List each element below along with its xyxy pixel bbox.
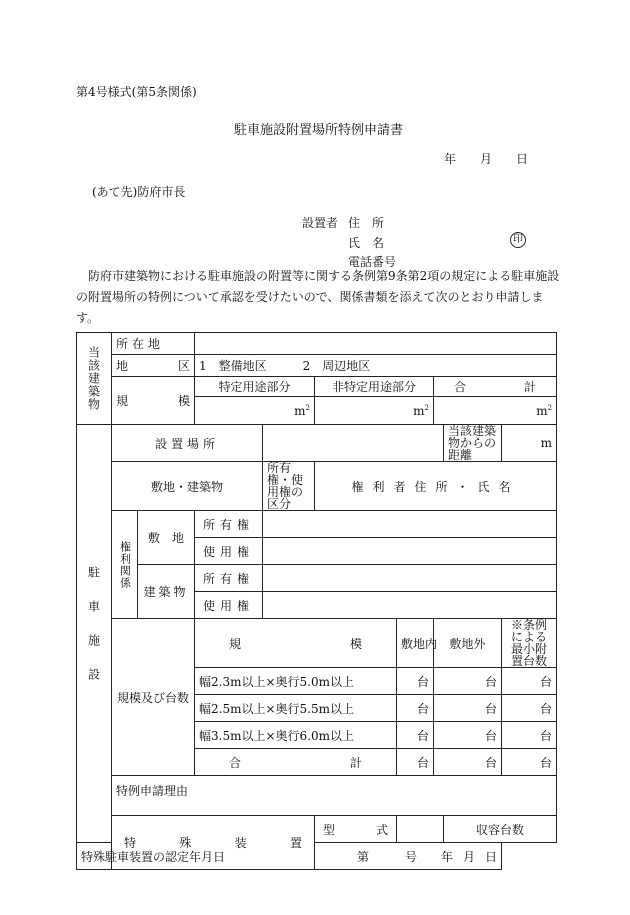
label-model: 型 式 <box>323 822 389 837</box>
date-year: 年 <box>444 152 457 166</box>
applicant-phone-label: 電話番号 <box>348 255 397 269</box>
input-location[interactable] <box>195 333 557 355</box>
applicant-address-label: 住 所 <box>348 216 385 230</box>
input-model[interactable] <box>397 816 444 843</box>
inside-total[interactable]: 台 <box>397 749 434 776</box>
label-scale: 規 模 <box>116 394 191 408</box>
header-specific-use: 特定用途部分 <box>195 377 315 397</box>
inside-count-1[interactable]: 台 <box>397 668 434 695</box>
application-statement: 防府市建築物における駐車施設の附置等に関する条例第9条第2項の規定による駐車施設の附置場所の特例について承認を受けたいので、関係書類を添えて次のとおり申請します。 <box>76 269 560 325</box>
label-district: 地 区 <box>116 359 191 373</box>
section-building: 当該建築物 <box>86 346 101 411</box>
label-scale-count: 規模及び台数 <box>112 619 195 776</box>
input-specific-area[interactable]: $m^2$ <box>195 397 315 425</box>
section-parking: 駐車施設 <box>86 565 101 702</box>
input-site[interactable] <box>263 425 444 462</box>
label-building-use: 使用権 <box>195 592 263 619</box>
label-distance: 当該建築物からの距離 <box>444 425 502 462</box>
label-land-building: 敷地・建築物 <box>112 462 263 511</box>
inside-count-3[interactable]: 台 <box>397 722 434 749</box>
addressee: (あて先)防府市長 <box>92 185 186 199</box>
label-location: 所 在 地 <box>116 337 161 351</box>
input-building-own[interactable] <box>263 565 557 592</box>
seal-icon: 印 <box>510 232 526 248</box>
input-building-use[interactable] <box>263 592 557 619</box>
application-form-table <box>76 332 557 870</box>
district-options[interactable]: 1 整備地区 2 周辺地区 <box>195 355 557 377</box>
applicant-name-label: 氏 名 <box>348 236 385 250</box>
date-month: 月 <box>480 152 493 166</box>
input-nonspecific-area[interactable]: $m^2$ <box>315 397 434 425</box>
input-distance[interactable]: m <box>502 425 557 462</box>
label-land-use: 使用権 <box>195 538 263 565</box>
reason-field[interactable] <box>112 776 557 816</box>
label-rights: 権利関係 <box>118 540 132 589</box>
label-land-own: 所有権 <box>195 511 263 538</box>
minimum-total[interactable]: 台 <box>502 749 557 776</box>
input-total-area[interactable]: $m^2$ <box>434 397 557 425</box>
label-building-own: 所有権 <box>195 565 263 592</box>
inside-count-2[interactable]: 台 <box>397 695 434 722</box>
input-land-use[interactable] <box>263 538 557 565</box>
input-cert-date[interactable]: 第 号 年 月 日 <box>315 843 502 870</box>
minimum-count-1[interactable]: 台 <box>502 668 557 695</box>
header-outside: 敷地外 <box>434 619 502 668</box>
label-cert-date: 特殊駐車装置の認定年月日 <box>77 843 138 870</box>
header-inside: 敷地内 <box>397 619 434 668</box>
outside-count-2[interactable]: 台 <box>434 695 502 722</box>
label-special-device: 特 殊 装 置 <box>124 836 302 850</box>
label-capacity: 収容台数 <box>444 816 557 843</box>
outside-count-3[interactable]: 台 <box>434 722 502 749</box>
label-site: 設置場所 <box>112 425 263 462</box>
scale-row-3: 幅3.5m以上×奥行6.0m以上 <box>195 722 397 749</box>
outside-total[interactable]: 台 <box>434 749 502 776</box>
input-land-own[interactable] <box>263 511 557 538</box>
header-nonspecific-use: 非特定用途部分 <box>315 377 434 397</box>
label-holder: 権利者住所・氏名 <box>315 462 557 511</box>
label-goukei: 合 計 <box>229 755 363 770</box>
label-land: 敷 地 <box>148 531 185 545</box>
label-reason: 特例申請理由 <box>116 784 189 798</box>
document-title: 駐車施設附置場所特例申請書 <box>234 123 404 138</box>
applicant-role: 設置者 <box>302 216 339 230</box>
form-number: 第4号様式(第5条関係) <box>76 85 197 99</box>
header-kibo: 規 模 <box>229 636 363 651</box>
label-right-type: 所有権・使用権の区分 <box>263 462 315 511</box>
header-total: 合 計 <box>454 380 537 394</box>
scale-row-1: 幅2.3m以上×奥行5.0m以上 <box>195 668 397 695</box>
date-day: 日 <box>516 152 529 166</box>
outside-count-1[interactable]: 台 <box>434 668 502 695</box>
minimum-count-2[interactable]: 台 <box>502 695 557 722</box>
scale-row-2: 幅2.5m以上×奥行5.5m以上 <box>195 695 397 722</box>
label-building: 建築物 <box>138 565 195 619</box>
header-minimum: ※条例による最小附置台数 <box>502 619 557 668</box>
minimum-count-3[interactable]: 台 <box>502 722 557 749</box>
